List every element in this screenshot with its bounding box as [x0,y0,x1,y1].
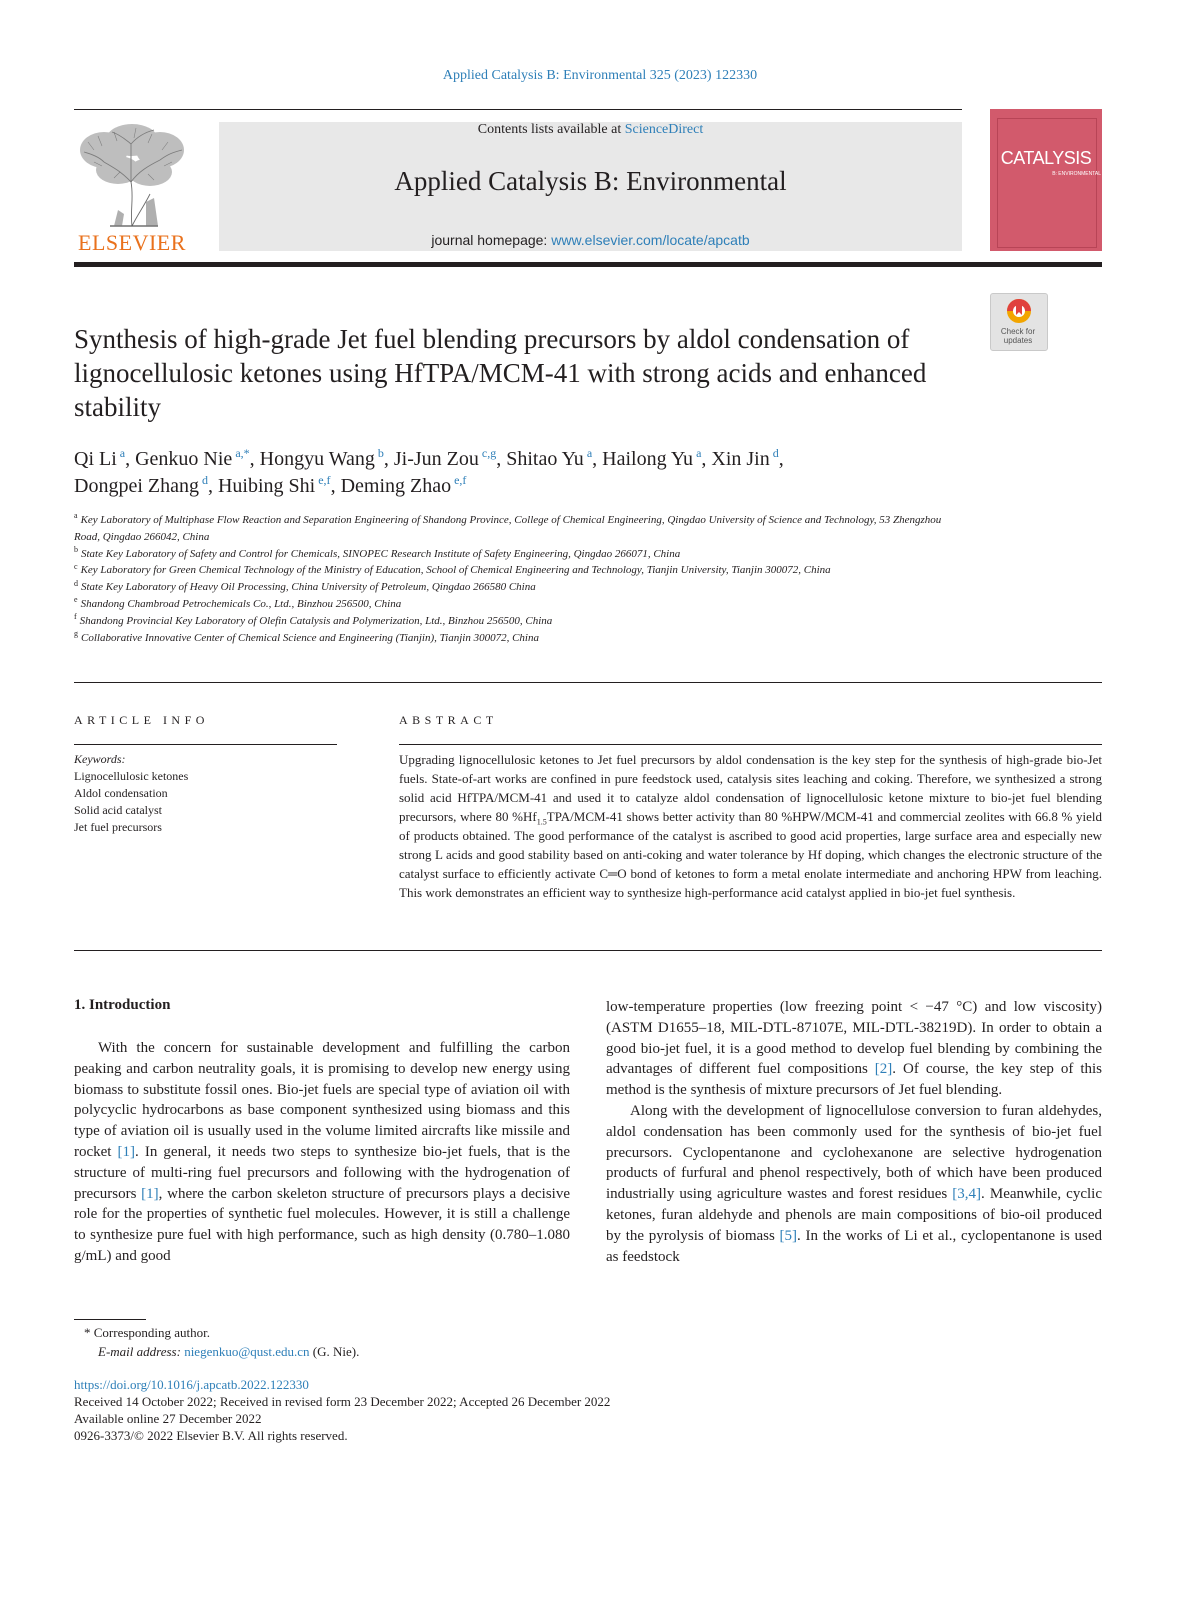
text-run: . In general, it needs two steps to synthesize bio-jet fuels, that is the structure of multi-ring fuel precursors and following with the hydrogenation of precursors [74,1143,570,1202]
affiliation-text: State Key Laboratory of Safety and Control for Chemicals, SINOPEC Research Institute of Safety Engineering, Qingdao 266071, China [81,547,681,560]
abstract-part-1: Upgrading lignocellulosic ketones to Jet fuel precursors by aldol condensation is the key step for the synthesis of high-grade bio-Jet fuels. State-of-art works are confined in pure feedstock used, catalysis sites leaching and coking. Therefore, we synthesized a strong solid acid HfTPA/MCM-41 and used it to catalyze aldol condensation of lignocellulosic ketone mixture to bio-jet fuel blending precursors, where 80 %Hf [399,752,1102,824]
author-affiliation-marker[interactable]: a,* [235,446,250,461]
footnote-rule [74,1319,146,1320]
article-info-heading: ARTICLE INFO [74,713,209,727]
journal-homepage-line [219,232,962,248]
email-label: E-mail address: [98,1344,181,1359]
intro-paragraph [74,1038,570,1267]
affiliation-text: Shandong Chambroad Petrochemicals Co., Ltd., Binzhou 256500, China [80,597,402,610]
author-name: Huibing Shi [217,475,316,497]
author-separator: , [592,448,603,470]
abstract-part-2: TPA/MCM-41 shows better activity than 80 %HPW/MCM-41 and commercial zeolites with 66.8 % yield of products obtained. The good performance of the catalyst is ascribed to good acid properties, large surface area and especially new strong L acids and good stability based on anti-coking and water tolerance by Hf doping, which changes the electronic structure of the catalyst surface to efficiently activate C═O bond of ketones to form a metal enolate intermediate and anchoring HPW from leaching. This work demonstrates an efficient way to synthesize high-performance acid catalyst applied in bio-jet fuel synthesis. [399,809,1103,900]
author[interactable] [74,448,125,470]
corresponding-author-note: * Corresponding author. [84,1325,211,1340]
front-matter [74,1376,834,1444]
author-separator: , [125,448,136,470]
author[interactable] [394,448,496,470]
elsevier-wordmark: ELSEVIER [78,230,186,255]
author-affiliation-marker[interactable]: a [119,446,126,461]
email-suffix: (G. Nie). [312,1344,360,1359]
author-affiliation-marker[interactable]: a [696,446,702,461]
author-affiliation-marker[interactable]: e,f [318,473,331,488]
affiliation-item [74,562,964,579]
doi-link[interactable]: https://doi.org/10.1016/j.apcatb.2022.122330 [74,1377,309,1392]
abstract-text [399,750,1102,902]
abstract-heading: ABSTRACT [399,713,498,727]
header-thick-rule [74,262,1102,267]
affiliation-marker: f [74,612,77,622]
affiliation-marker: c [74,561,78,571]
author[interactable] [260,448,384,470]
body-column-right [606,997,1102,1267]
affiliation-text: Key Laboratory for Green Chemical Technology of the Ministry of Education, School of Chemical Engineering and Technology, Tianjin University, Tianjin 300072, China [80,564,831,577]
author-name: Genkuo Nie [135,448,233,470]
author[interactable] [218,475,331,497]
author-separator: , [249,448,260,470]
text-run: , where the carbon skeleton structure of precursors plays a decisive role for the properties of synthetic fuel molecules. However, it is still a challenge to synthesize pure fuel with high performance, such as high density (0.780–1.080 g/mL) and good [74,1185,570,1264]
email-line [74,1342,674,1361]
author[interactable] [341,475,467,497]
citation-link[interactable]: [3,4] [952,1186,982,1203]
header-rule [74,109,962,110]
keyword-item: Aldol condensation [74,786,168,800]
author-name: Qi Li [74,448,117,470]
author-separator: , [383,448,394,470]
text-run: With the concern for sustainable development and fulfilling the carbon peaking and carbon neutrality goals, it is promising to develop new energy using biomass to substitute fossil ones. Bio-jet fuels are special type of aviation oil with polycyclic hydrocarbons as base component synthesized using biomass and this type of aviation oil is usually used in the volume limited aircrafts like missile and rocket [74,1040,570,1160]
affiliation-text: Key Laboratory of Multiphase Flow Reaction and Separation Engineering of Shandong Province, College of Chemical Engineering, Qingdao University of Science and Technology, 53 Zhengzhou Road, Qingdao 266042, China [74,514,942,543]
affiliation-item [74,546,964,563]
keywords-label: Keywords: [74,752,126,766]
author-affiliation-marker[interactable]: d [772,446,779,461]
author[interactable] [74,475,208,497]
journal-cover-subtitle: B: ENVIRONMENTAL [1052,171,1101,177]
journal-cover-frame [997,118,1097,248]
journal-homepage-link[interactable]: www.elsevier.com/locate/apcatb [551,232,750,248]
author-separator: , [496,448,507,470]
affiliation-marker: a [74,511,78,521]
journal-cover-title: CATALYSIS [1000,148,1092,168]
author-affiliation-marker[interactable]: c,g [481,446,497,461]
author-separator: , [778,448,784,470]
author-list [74,446,974,500]
author-separator: , [207,475,218,497]
author[interactable] [711,448,778,470]
email-link[interactable]: niegenkuo@qust.edu.cn [184,1344,310,1359]
author[interactable] [506,448,592,470]
affiliation-item [74,630,964,647]
affiliation-item [74,579,964,596]
affiliation-text: Collaborative Innovative Center of Chemical Science and Engineering (Tianjin), Tianjin 300072, China [81,631,539,644]
text-run: . Of course, the key step of this method is the synthesis of mixture precursors of Jet fuel blending. [606,1061,1102,1099]
journal-reference-link[interactable]: Applied Catalysis B: Environmental 325 (2023) 122330 [442,68,758,83]
affiliation-marker: d [74,578,78,588]
article-info-rule [74,744,337,745]
affiliation-item [74,512,964,546]
author-name: Hongyu Wang [259,448,375,470]
affiliation-item [74,596,964,613]
affiliation-marker: e [74,595,78,605]
contents-availability-line [219,122,962,138]
affiliation-marker: b [74,544,78,554]
received-dates: Received 14 October 2022; Received in revised form 23 December 2022; Accepted 26 December 2022 [74,1394,611,1409]
copyright-notice: 0926-3373/© 2022 Elsevier B.V. All rights reserved. [74,1428,348,1443]
text-run: low-temperature properties (low freezing point < −47 °C) and low viscosity) (ASTM D1655–18, MIL-DTL-87107E, MIL-DTL-38219D). In order to obtain a good bio-jet fuel, it is a good method to develop fuel blending by combining the advantages of different fuel compositions [606,999,1102,1078]
homepage-prefix: journal homepage: [431,232,548,248]
text-run: . In the works of Li et al., cyclopentanone is used as feedstock [606,1227,1102,1265]
affiliation-list [74,512,964,646]
author-affiliation-marker[interactable]: e,f [454,473,467,488]
citation-link[interactable]: [5] [779,1227,798,1244]
text-run: . Meanwhile, cyclic ketones, furan aldehyde and phenols are main compositions of bio-oil produced by the pyrolysis of biomass [606,1186,1102,1244]
section-rule [74,682,1102,683]
affiliation-text: State Key Laboratory of Heavy Oil Processing, China University of Petroleum, Qingdao 266580 China [81,581,536,594]
keyword-item: Lignocellulosic ketones [74,769,189,783]
affiliation-item [74,613,964,630]
author[interactable] [602,448,701,470]
affiliation-text: Shandong Provincial Key Laboratory of Olefin Catalysis and Polymerization, Ltd., Binzhou 256500, China [79,614,553,627]
contents-prefix: Contents lists available at [477,122,622,137]
footnotes [74,1323,674,1361]
keywords-block [74,751,337,836]
author-name: Ji-Jun Zou [393,448,479,470]
abstract-subscript: 1.5 [536,817,547,827]
abstract-rule [399,744,1102,745]
keyword-item: Jet fuel precursors [74,820,162,834]
abstract-bottom-rule [74,950,1102,951]
author-name: Dongpei Zhang [74,475,199,497]
affiliation-marker: g [74,628,78,638]
article-title: Synthesis of high-grade Jet fuel blending precursors by aldol condensation of lignocellulosic ketones using HfTPA/MCM-41 with strong acids and enhanced stability [74,324,927,422]
keyword-item: Solid acid catalyst [74,803,162,817]
author-separator: , [701,448,712,470]
text-run: Along with the development of lignocellulose conversion to furan aldehydes, aldol condensation has been commonly used for the synthesis of bio-jet fuel precursors. Cyclopentanone and cyclohexanone are selective hydrogenation products of furfural and phenol respectively, both of which have been produced industrially using agriculture wastes and forest residues [606,1102,1102,1203]
author-name: Xin Jin [711,448,770,470]
intro-paragraph-continued [606,997,1102,1101]
introduction-heading: 1. Introduction [74,997,171,1013]
sciencedirect-link[interactable]: ScienceDirect [624,122,704,137]
author-affiliation-marker[interactable]: b [377,446,384,461]
check-for-updates-label: Check for updates [1000,327,1036,345]
available-online-date: Available online 27 December 2022 [74,1411,262,1426]
author[interactable] [135,448,250,470]
citation-link[interactable]: [1] [141,1185,159,1202]
body-column-left [74,1038,570,1267]
author-name: Shitao Yu [506,448,584,470]
intro-paragraph [606,1101,1102,1267]
journal-name: Applied Catalysis B: Environmental [394,166,787,196]
author-affiliation-marker[interactable]: a [586,446,593,461]
author-affiliation-marker[interactable]: d [201,473,208,488]
citation-link[interactable]: [2] [874,1061,893,1078]
citation-link[interactable]: [1] [117,1143,136,1160]
author-separator: , [330,475,341,497]
author-name: Hailong Yu [602,448,694,470]
author-name: Deming Zhao [340,475,452,497]
check-updates-icon [991,294,1047,328]
